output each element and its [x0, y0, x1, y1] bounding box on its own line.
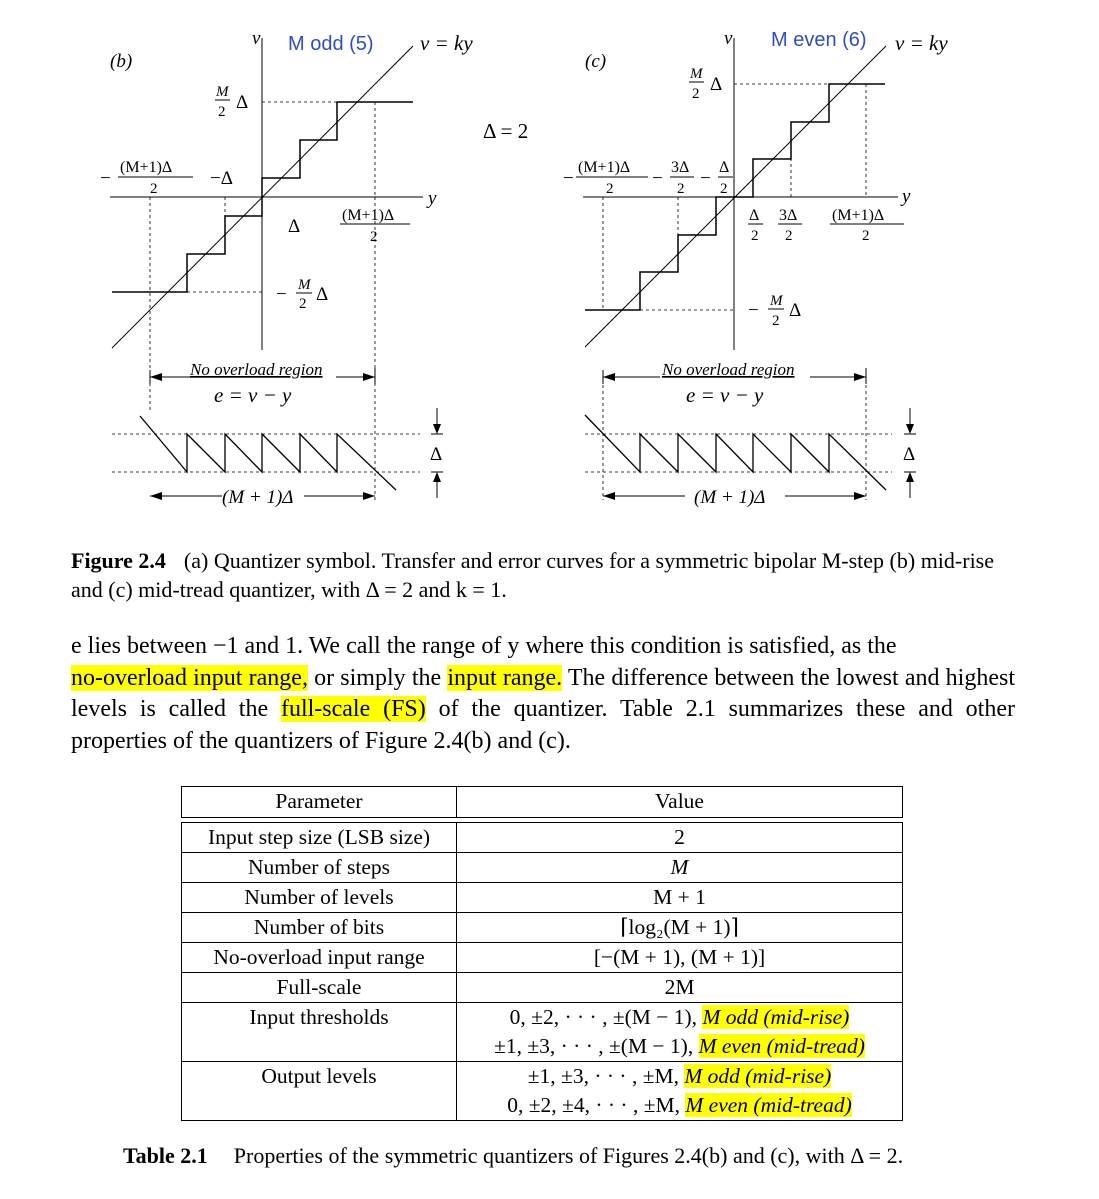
svg-text:2: 2	[299, 296, 307, 312]
svg-text:2: 2	[692, 86, 700, 102]
panel-b-line-label: v = ky	[420, 31, 473, 55]
svg-text:M: M	[298, 277, 311, 293]
svg-text:Δ: Δ	[719, 159, 730, 176]
panel-b	[100, 28, 473, 508]
svg-text:v: v	[724, 28, 733, 49]
panel-b-label: (b)	[110, 51, 133, 72]
svg-text:y: y	[902, 186, 911, 207]
figure-caption	[71, 546, 1021, 604]
highlight-no-overload: no-overload input range,	[71, 664, 308, 691]
svg-text:(M + 1)Δ: (M + 1)Δ	[694, 487, 766, 508]
table-caption-label: Table 2.1	[123, 1143, 208, 1168]
svg-text:2: 2	[218, 104, 226, 120]
panel-b-error-eq: e = v − y	[214, 383, 292, 407]
svg-text:−: −	[100, 168, 111, 189]
svg-text:Δ: Δ	[236, 92, 249, 113]
panel-c	[563, 28, 948, 508]
svg-text:−: −	[748, 300, 759, 321]
svg-text:2: 2	[785, 228, 793, 244]
panel-b-y-label: y	[428, 188, 437, 209]
svg-text:2: 2	[772, 313, 780, 329]
figure-caption-text: (a) Quantizer symbol. Transfer and error curves for a symmetric bipolar M-step (b) mid-rise and (c) mid-tread quantizer, with Δ = 2 and k = 1.	[71, 548, 995, 602]
table-row: Input step size (LSB size) 2	[182, 823, 903, 853]
table-row: Number of levels M + 1	[182, 883, 903, 913]
header-parameter: Parameter	[182, 787, 457, 818]
svg-text:M: M	[216, 84, 229, 100]
svg-text:Δ: Δ	[316, 284, 329, 305]
panel-b-error-sawtooth	[140, 416, 396, 490]
quantizer-figure	[0, 0, 1099, 530]
figure-caption-label: Figure 2.4	[71, 548, 166, 573]
svg-text:−: −	[276, 284, 287, 305]
panel-c-error-sawtooth	[585, 415, 886, 490]
svg-text:2: 2	[720, 181, 728, 197]
table-row-outputs: Output levels ±1, ±3, · · · , ±M, M odd (mid-rise) 0, ±2, ±4, · · · , ±M, M even (mid-tread)	[182, 1062, 903, 1121]
panel-c-label: (c)	[585, 51, 607, 72]
svg-text:M: M	[770, 293, 783, 309]
svg-text:(M+1)Δ: (M+1)Δ	[120, 159, 173, 176]
svg-text:−: −	[652, 168, 663, 189]
svg-text:Δ: Δ	[288, 216, 301, 237]
svg-text:−: −	[700, 168, 711, 189]
panel-c-error-eq: e = v − y	[686, 383, 764, 407]
svg-text:Δ: Δ	[903, 444, 916, 465]
properties-table	[181, 786, 903, 1121]
highlight-input-range: input range.	[447, 664, 563, 691]
svg-text:M: M	[690, 66, 703, 82]
svg-text:(M+1)Δ: (M+1)Δ	[832, 207, 885, 224]
svg-text:3Δ: 3Δ	[779, 207, 798, 224]
delta-equals-two: Δ = 2	[483, 119, 529, 143]
table-header-row	[182, 787, 903, 818]
svg-text:2: 2	[751, 228, 759, 244]
table-row: No-overload input range [−(M + 1), (M + 1)]	[182, 943, 903, 973]
svg-text:(M+1)Δ: (M+1)Δ	[578, 159, 631, 176]
table-row: Full-scale 2M	[182, 973, 903, 1003]
svg-text:Δ: Δ	[430, 444, 443, 465]
svg-text:Δ: Δ	[789, 300, 802, 321]
svg-text:2: 2	[677, 181, 685, 197]
svg-text:−: −	[563, 168, 574, 189]
body-paragraph: e lies between −1 and 1. We call the range of y where this condition is satisfied, as the no-overload input range, or simply the input range. The difference between the lowest and highest levels is called the full-scale (FS) of the quantizer. Table 2.1 summarizes these and other properties of the quantizers of Figure 2.4(b) and (c).	[71, 633, 1016, 754]
panel-c-mode-label: M even (6)	[771, 29, 867, 51]
svg-text:−Δ: −Δ	[210, 168, 233, 189]
panel-c-no-overload: No overload region	[662, 360, 795, 379]
svg-text:Δ: Δ	[710, 74, 723, 95]
svg-text:2: 2	[606, 181, 614, 197]
table-caption	[123, 1143, 903, 1169]
svg-text:2: 2	[862, 228, 870, 244]
header-value: Value	[457, 787, 903, 818]
panel-b-v-label: v	[252, 28, 261, 49]
svg-text:(M + 1)Δ: (M + 1)Δ	[222, 487, 294, 508]
highlight-full-scale: full-scale (FS)	[280, 696, 426, 722]
svg-text:(M+1)Δ: (M+1)Δ	[342, 207, 395, 224]
panel-b-no-overload: No overload region	[190, 360, 323, 379]
panel-c-line-label: v = ky	[895, 31, 948, 55]
svg-text:2: 2	[150, 181, 158, 197]
table-row: Number of bits ⌈log₂(M + 1)⌉	[182, 913, 903, 943]
svg-text:Δ: Δ	[749, 207, 760, 224]
table-row: Number of steps M	[182, 853, 903, 883]
table-caption-text: Properties of the symmetric quantizers of Figures 2.4(b) and (c), with Δ = 2.	[233, 1143, 904, 1168]
panel-b-mode-label: M odd (5)	[288, 33, 374, 55]
svg-text:2: 2	[370, 229, 378, 245]
svg-text:3Δ: 3Δ	[671, 159, 690, 176]
table-row-thresholds: Input thresholds 0, ±2, · · · , ±(M − 1), M odd (mid-rise) ±1, ±3, · · · , ±(M − 1), M even (mid-tread)	[182, 1003, 903, 1062]
